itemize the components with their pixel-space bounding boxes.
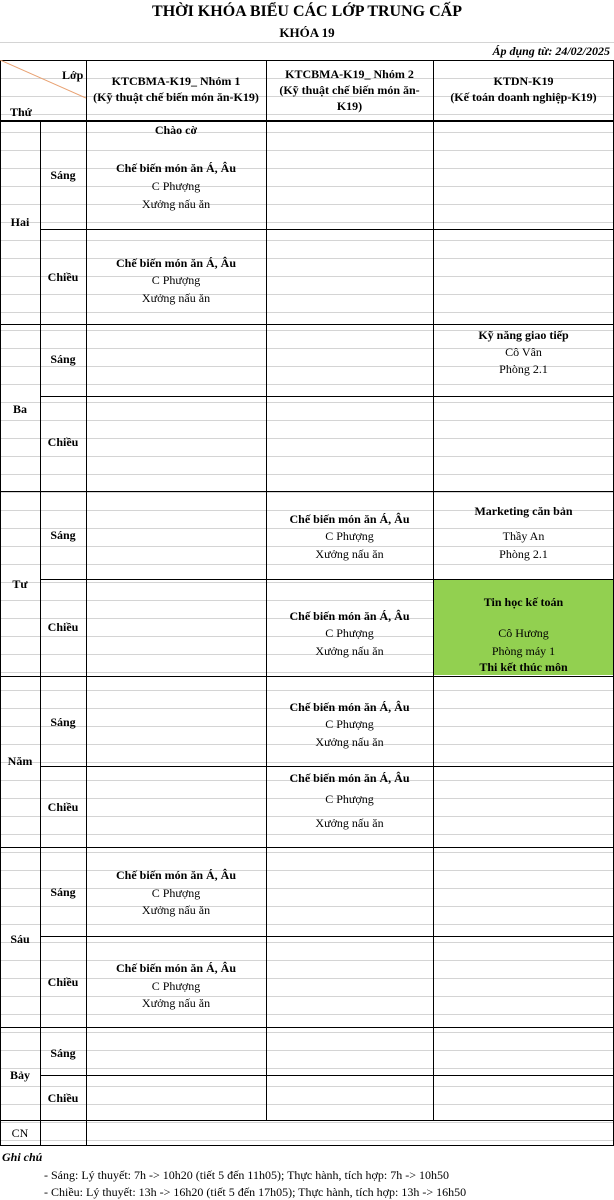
gridline <box>0 456 614 457</box>
nam-chieu-n2-room: Xưởng nấu ăn <box>315 816 384 830</box>
gridline <box>0 240 614 241</box>
page-title: THỜI KHÓA BIỂU CÁC LỚP TRUNG CẤP <box>152 3 462 20</box>
hai-sang-n1-subject: Chế biến món ăn Á, Âu <box>115 161 237 175</box>
border-line <box>0 1145 614 1146</box>
day-label-cn: CN <box>11 1126 29 1140</box>
corner-day-label: Thứ <box>10 105 32 119</box>
day-label-hai: Hai <box>10 215 30 229</box>
hai-sang-n1-extra: Chào cờ <box>154 123 198 137</box>
tu-chieu-kt-room: Phòng máy 1 <box>491 644 556 658</box>
day-label-nam: Năm <box>7 754 33 768</box>
border-line <box>0 676 614 677</box>
tu-sang-n2-room: Xưởng nấu ăn <box>315 547 384 561</box>
corner-class-label: Lớp <box>62 68 84 82</box>
gridline <box>0 492 614 493</box>
sau-sang-n1-teacher: C Phượng <box>151 886 201 900</box>
sau-chieu-n1-room: Xưởng nấu ăn <box>141 996 211 1010</box>
class-header-n1-name: (Kỹ thuật chế biến món ăn-K19) <box>93 90 259 104</box>
border-line <box>40 396 614 397</box>
hai-sang-n1-teacher: C Phượng <box>151 179 201 193</box>
gridline <box>0 438 614 439</box>
session-tu-sang: Sáng <box>50 528 76 542</box>
nam-chieu-n2-subject: Chế biến món ăn Á, Âu <box>289 771 410 785</box>
border-line <box>40 229 614 230</box>
gridline <box>0 942 614 943</box>
class-header-n2-name2: K19) <box>336 99 363 113</box>
gridline <box>0 1014 614 1015</box>
sau-chieu-n1-teacher: C Phượng <box>151 979 201 993</box>
gridline <box>0 564 614 565</box>
border-line <box>433 60 434 1120</box>
gridline <box>0 690 614 691</box>
session-sau-sang: Sáng <box>50 885 76 899</box>
border-line <box>40 766 614 767</box>
border-line <box>266 60 267 1120</box>
gridline <box>0 1104 614 1105</box>
nam-chieu-n2-teacher: C Phượng <box>325 792 374 806</box>
gridline <box>0 1068 614 1069</box>
applied-date: Áp dụng từ: 24/02/2025 <box>492 44 610 58</box>
session-bay-chieu: Chiều <box>47 1091 79 1105</box>
class-header-n2-name: (Kỹ thuật chế biến món ăn- <box>279 83 420 97</box>
gridline <box>0 222 614 223</box>
tu-chieu-kt-subject: Tin học kế toán <box>483 595 564 609</box>
day-label-sau: Sáu <box>10 932 30 946</box>
sau-sang-n1-subject: Chế biến món ăn Á, Âu <box>115 868 237 882</box>
gridline <box>0 1086 614 1087</box>
border-line <box>0 1120 614 1121</box>
nam-sang-n2-room: Xưởng nấu ăn <box>315 735 384 749</box>
session-tu-chieu: Chiều <box>47 620 79 634</box>
class-header-kt-name: (Kế toán doanh nghiệp-K19) <box>450 90 597 104</box>
tu-sang-n2-subject: Chế biến món ăn Á, Âu <box>289 512 410 526</box>
day-label-ba: Ba <box>12 402 27 416</box>
border-line <box>0 491 614 492</box>
class-header-n2-code: KTCBMA-K19_ Nhóm 2 <box>285 67 414 81</box>
corner-diagonal <box>0 60 86 100</box>
day-label-tu: Tư <box>12 577 28 591</box>
session-nam-chieu: Chiều <box>47 800 79 814</box>
day-label-bay: Bảy <box>9 1068 30 1082</box>
session-sau-chieu: Chiều <box>47 975 79 989</box>
nam-sang-n2-subject: Chế biến món ăn Á, Âu <box>289 700 410 714</box>
gridline <box>0 1032 614 1033</box>
class-header-kt-code: KTDN-K19 <box>493 74 554 88</box>
session-bay-sang: Sáng <box>50 1046 76 1060</box>
gridline <box>0 474 614 475</box>
gridline <box>0 114 614 115</box>
session-ba-sang: Sáng <box>50 352 76 366</box>
gridline <box>0 762 614 763</box>
notes-label: Ghi chú <box>2 1150 43 1164</box>
tu-sang-kt-teacher: Thầy An <box>502 529 545 543</box>
border-line <box>40 1075 614 1076</box>
border-line <box>40 579 614 580</box>
class-header-n1-code: KTCBMA-K19_ Nhóm 1 <box>111 74 241 88</box>
border-line <box>0 1027 614 1028</box>
ba-sang-kt-room: Phòng 2.1 <box>499 362 548 376</box>
border-line <box>0 847 614 848</box>
gridline <box>0 420 614 421</box>
gridline <box>0 312 614 313</box>
border-line <box>40 936 614 937</box>
tu-chieu-n2-subject: Chế biến món ăn Á, Âu <box>289 609 410 623</box>
ba-sang-kt-teacher: Cô Vân <box>505 345 542 359</box>
notes-line-afternoon: - Chiều: Lý thuyết: 13h -> 16h20 (tiết 5 đến 17h05); Thực hành, tích hợp: 13h -> 16h50 <box>44 1185 467 1199</box>
tu-sang-n2-teacher: C Phượng <box>325 529 374 543</box>
tu-chieu-n2-room: Xưởng nấu ăn <box>315 644 384 658</box>
gridline <box>0 924 614 925</box>
gridline <box>0 1122 614 1123</box>
hai-chieu-n1-teacher: C Phượng <box>151 273 201 287</box>
tu-chieu-n2-teacher: C Phượng <box>325 626 374 640</box>
tu-chieu-kt-exam-note: Thi kết thúc môn <box>479 660 568 674</box>
session-hai-chieu: Chiều <box>47 270 79 284</box>
ba-sang-kt-subject: Kỹ năng giao tiếp <box>478 328 569 342</box>
gridline <box>0 384 614 385</box>
session-hai-sang: Sáng <box>50 168 76 182</box>
sau-chieu-n1-subject: Chế biến món ăn Á, Âu <box>115 961 237 975</box>
gridline <box>0 852 614 853</box>
hai-sang-n1-room: Xưởng nấu ăn <box>141 197 211 211</box>
gridline <box>0 42 614 43</box>
sau-sang-n1-room: Xưởng nấu ăn <box>141 903 211 917</box>
gridline <box>0 834 614 835</box>
hai-chieu-n1-subject: Chế biến món ăn Á, Âu <box>115 256 237 270</box>
session-ba-chieu: Chiều <box>47 435 79 449</box>
nam-sang-n2-teacher: C Phượng <box>325 717 374 731</box>
gridline <box>0 150 614 151</box>
notes-line-morning: - Sáng: Lý thuyết: 7h -> 10h20 (tiết 5 đến 11h05); Thực hành, tích hợp: 7h -> 10h50 <box>44 1168 449 1182</box>
session-nam-sang: Sáng <box>50 715 76 729</box>
tu-chieu-kt-teacher: Cô Hương <box>498 626 549 640</box>
gridline <box>0 402 614 403</box>
tu-sang-kt-subject: Marketing căn bản <box>474 504 573 518</box>
page-subtitle: KHÓA 19 <box>279 25 335 40</box>
border-line <box>0 324 614 325</box>
border-line <box>0 60 614 61</box>
gridline <box>0 1140 614 1141</box>
gridline <box>0 1050 614 1051</box>
tu-sang-kt-room: Phòng 2.1 <box>499 547 548 561</box>
hai-chieu-n1-room: Xưởng nấu ăn <box>141 291 211 305</box>
